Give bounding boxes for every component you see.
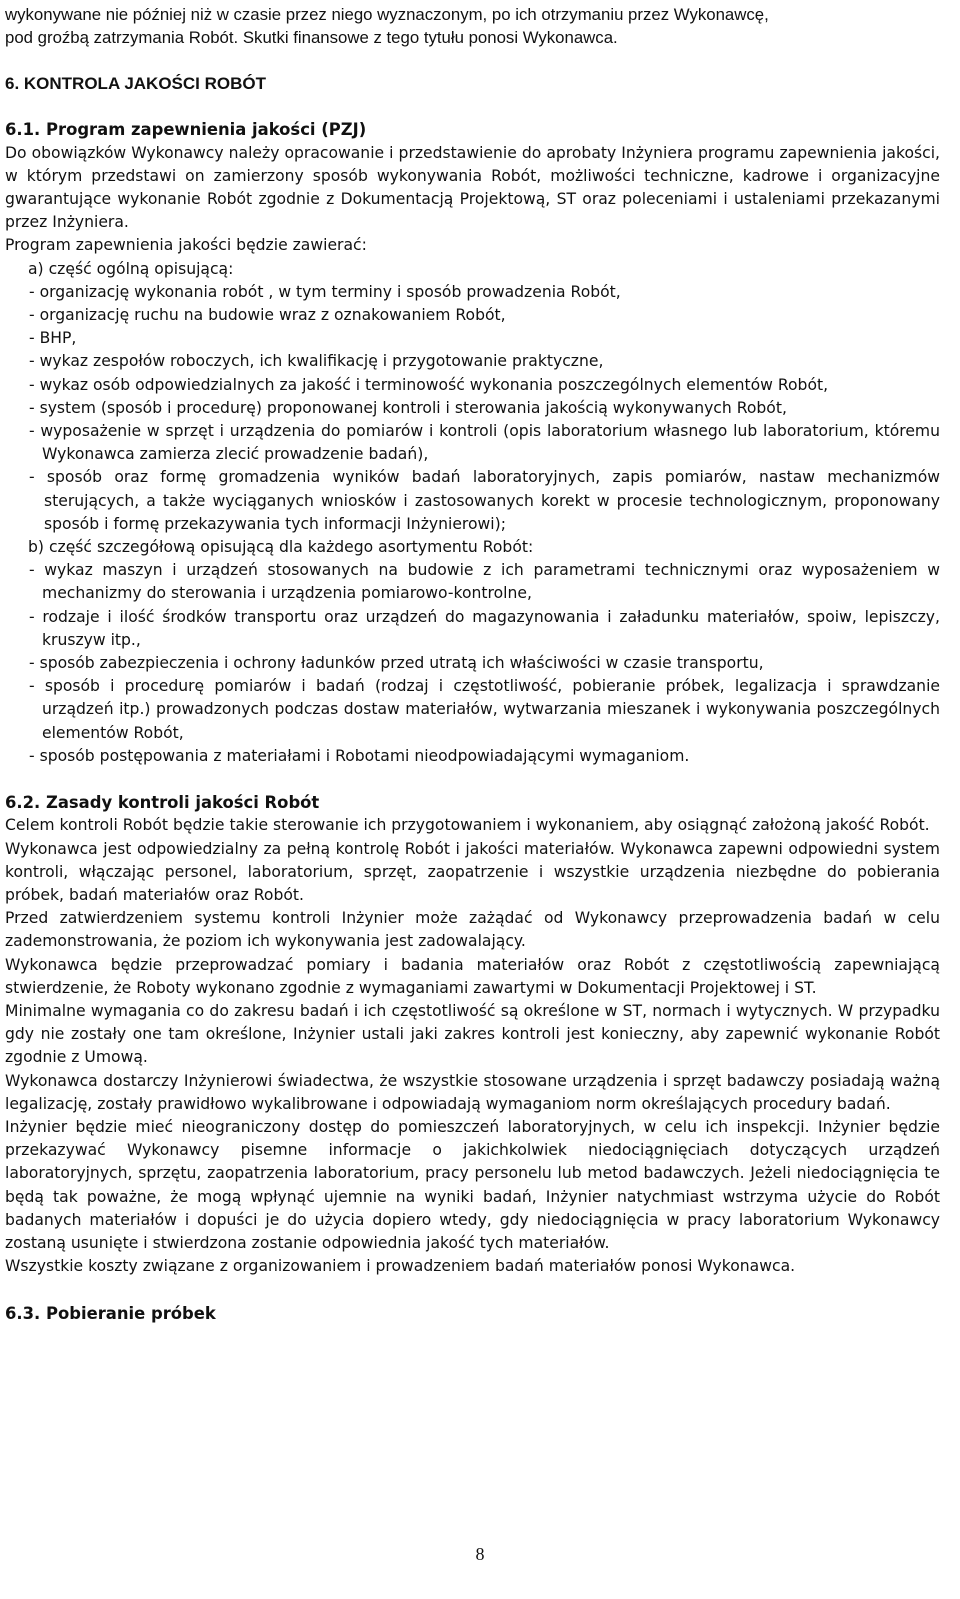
a-list-item: - system (sposób i procedurę) proponowanej kontroli i sterowania jakością wykonywanych Robót,	[29, 398, 787, 417]
s62-paragraph: Przed zatwierdzeniem systemu kontroli Inżynier może zażądać od Wykonawcy przeprowadzenia badań w celu zademonstrowania, że poziom ich wykonywania jest zadowalający.	[5, 909, 940, 951]
part-b-heading: b) część szczegółową opisującą dla każdego asortymentu Robót:	[28, 538, 534, 557]
b-list-item: - sposób postępowania z materiałami i Robotami nieodpowiadającymi wymaganiom.	[29, 746, 690, 765]
section-6-1-heading: 6.1. Program zapewnienia jakości (PZJ)	[5, 120, 367, 140]
b-list-item: - sposób zabezpieczenia i ochrony ładunków przed utratą ich właściwości w czasie transportu,	[29, 654, 764, 673]
a-list-item: - BHP,	[29, 329, 77, 348]
s62-paragraph: Celem kontroli Robót będzie takie sterowanie ich przygotowaniem i wykonaniem, aby osiągnąć założoną jakość Robót.	[5, 816, 930, 835]
s62-paragraph: Minimalne wymagania co do zakresu badań i ich częstotliwość są określone w ST, normach i wytycznych. W przypadku gdy nie zostały one tam określone, Inżynier ustali jaki zakres kontroli jest konieczny, aby zapewnić wykonanie Robót zgodnie z Umową.	[5, 1001, 940, 1067]
section-6-heading: 6. KONTROLA JAKOŚCI ROBÓT	[5, 74, 266, 94]
s61-paragraph-1: Do obowiązków Wykonawcy należy opracowanie i przedstawienie do aprobaty Inżyniera programu zapewnienia jakości, w którym przedstawi on zamierzony sposób wykonywania Robót, możliwości techniczne, kadrowe i organizacyjne gwarantujące wykonanie Robót zgodnie z Dokumentacją Projektową, ST oraz poleceniami i ustaleniami przekazanymi przez Inżyniera.	[5, 143, 940, 232]
s62-paragraph: Wykonawca dostarczy Inżynierowi świadectwa, że wszystkie stosowane urządzenia i sprzęt badawczy posiadają ważną legalizację, zostały prawidłowo wykalibrowane i odpowiadają wymaganiom norm określających procedury badań.	[5, 1071, 940, 1113]
s62-paragraph: Wszystkie koszty związane z organizowaniem i prowadzeniem badań materiałów ponosi Wykonawca.	[5, 1257, 796, 1276]
s62-paragraph: Wykonawca będzie przeprowadzać pomiary i badania materiałów oraz Robót z częstotliwością zapewniającą stwierdzenie, że Roboty wykonano zgodnie z wymaganiami zawartymi w Dokumentacji Projektowej i ST.	[5, 955, 940, 997]
b-list-item: - sposób i procedurę pomiarów i badań (rodzaj i częstotliwość, pobieranie próbek, legalizacja i sprawdzanie urządzeń itp.) prowadzonych podczas dostaw materiałów, wytwarzania mieszanek i wykonywania poszczególnych elementów Robót,	[29, 677, 940, 742]
s61-paragraph-2: Program zapewnienia jakości będzie zawierać:	[5, 236, 367, 255]
a-list-item: - wykaz zespołów roboczych, ich kwalifikację i przygotowanie praktyczne,	[29, 352, 604, 371]
page-number: 8	[475, 1544, 485, 1564]
b-list-item: - rodzaje i ilość środków transportu oraz urządzeń do magazynowania i załadunku materiałów, spoiw, lepiszczy, kruszyw itp.,	[29, 607, 940, 649]
a-list-item: - organizację ruchu na budowie wraz z oznakowaniem Robót,	[29, 306, 506, 325]
intro-line-2: pod groźbą zatrzymania Robót. Skutki finansowe z tego tytułu ponosi Wykonawca.	[5, 28, 618, 48]
intro-line-1: wykonywane nie później niż w czasie przez niego wyznaczonym, po ich otrzymaniu przez Wykonawcę,	[5, 5, 769, 24]
b-list-item: - wykaz maszyn i urządzeń stosowanych na budowie z ich parametrami technicznymi oraz wyposażeniem w mechanizmy do sterowania i urządzenia pomiarowo-kontrolne,	[29, 561, 940, 603]
document-page	[5, 3, 940, 1326]
section-6-3-heading: 6.3. Pobieranie próbek	[5, 1304, 216, 1324]
section-6-2-heading: 6.2. Zasady kontroli jakości Robót	[5, 793, 320, 813]
a-list-item: - organizację wykonania robót , w tym terminy i sposób prowadzenia Robót,	[29, 282, 621, 301]
a-list-item: - wyposażenie w sprzęt i urządzenia do pomiarów i kontroli (opis laboratorium własnego lub laboratorium, któremu Wykonawca zamierza zlecić prowadzenie badań),	[29, 422, 940, 464]
part-a-heading: a) część ogólną opisującą:	[28, 259, 234, 278]
s62-paragraph: Inżynier będzie mieć nieograniczony dostęp do pomieszczeń laboratoryjnych, w celu ich inspekcji. Inżynier będzie przekazywać Wykonawcy pisemne informacje o jakichkolwiek niedociągnięciach dotyczących urządzeń laboratoryjnych, sprzętu, zaopatrzenia laboratorium, pracy personelu lub metod badawczych. Jeżeli niedociągnięcia te będą tak poważne, że mogą wpłynąć ujemnie na wyniki badań, Inżynier natychmiast wstrzyma użycie do Robót badanych materiałów i dopuści je do użycia dopiero wtedy, gdy niedociągnięcia w pracy laboratorium Wykonawcy zostaną usunięte i stwierdzona zostanie odpowiednia jakość tych materiałów.	[5, 1117, 940, 1252]
a-list-item: - wykaz osób odpowiedzialnych za jakość i terminowość wykonania poszczególnych elementów Robót,	[29, 375, 829, 394]
s62-paragraph: Wykonawca jest odpowiedzialny za pełną kontrolę Robót i jakości materiałów. Wykonawca zapewni odpowiedni system kontroli, włączając personel, laboratorium, sprzęt, zaopatrzenie i wszystkie urządzenia niezbędne do pobierania próbek, badań materiałów oraz Robót.	[5, 839, 940, 904]
a-list-item: - sposób oraz formę gromadzenia wyników badań laboratoryjnych, zapis pomiarów, nastaw mechanizmów sterujących, a także wyciąganych wniosków i zastosowanych korekt w procesie technologicznym, proponowany sposób i formę przekazywania tych informacji Inżynierowi);	[29, 468, 940, 533]
